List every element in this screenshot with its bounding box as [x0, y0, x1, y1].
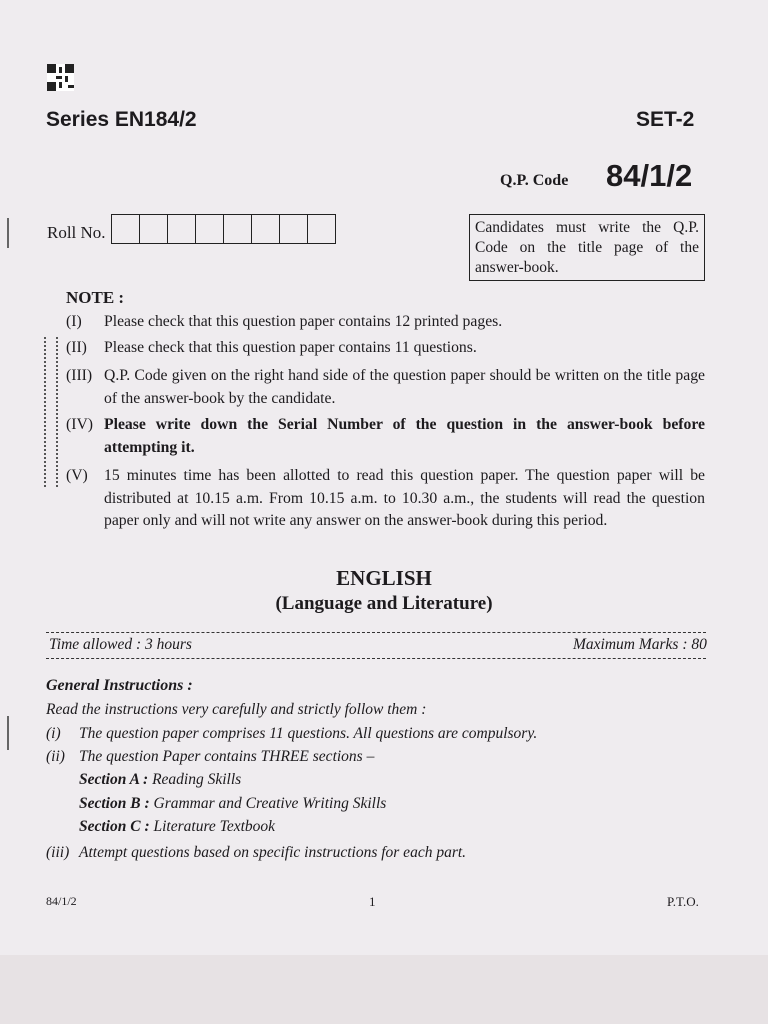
section-item	[79, 795, 386, 813]
instruction-number: (i)	[46, 725, 61, 742]
section-label: Section C :	[79, 818, 150, 835]
subject-title: ENGLISH	[336, 566, 432, 590]
note-item-number: (V)	[66, 467, 88, 484]
perforation-marks	[44, 337, 58, 487]
divider	[46, 632, 706, 633]
section-label: Section B :	[79, 795, 150, 812]
instruction-text: Attempt questions based on specific instructions for each part.	[79, 844, 467, 861]
instruction-item	[46, 844, 466, 862]
roll-number-box[interactable]	[223, 214, 252, 244]
page-edge-strip	[0, 955, 768, 1024]
candidates-notice-box: Candidates must write the Q.P. Code on the title page of the answer-book.	[469, 214, 705, 281]
instruction-number: (iii)	[46, 844, 70, 861]
note-item-number: (II)	[66, 339, 87, 356]
note-item-text: Q.P. Code given on the right hand side of the question paper should be written on the title page of the answer-book by the candidate.	[104, 367, 705, 407]
note-item	[66, 311, 705, 334]
instruction-item	[46, 725, 537, 743]
note-item	[66, 465, 705, 533]
section-item	[79, 771, 241, 789]
please-turn-over: P.T.O.	[667, 894, 699, 909]
instruction-text: The question paper comprises 11 questions. All questions are compulsory.	[79, 725, 538, 742]
divider	[46, 658, 706, 659]
qr-code-icon	[47, 64, 74, 91]
note-item	[66, 337, 705, 360]
note-item-number: (IV)	[66, 416, 94, 433]
page-number: 1	[369, 894, 376, 909]
series-code: Series EN184/2	[46, 108, 197, 131]
note-item	[66, 365, 705, 410]
section-name: Reading Skills	[152, 771, 242, 788]
scan-mark	[7, 218, 9, 248]
section-name: Grammar and Creative Writing Skills	[153, 795, 387, 812]
roll-number-box[interactable]	[279, 214, 308, 244]
roll-number-box[interactable]	[307, 214, 336, 244]
set-number: SET-2	[636, 108, 695, 131]
instruction-item	[46, 748, 374, 766]
roll-number-label: Roll No.	[47, 223, 106, 242]
instruction-text: The question Paper contains THREE sections –	[79, 748, 375, 765]
roll-number-boxes[interactable]	[112, 214, 336, 244]
roll-number-box[interactable]	[111, 214, 140, 244]
note-item-text: Please write down the Serial Number of the question in the answer-book before attempting it.	[104, 416, 705, 456]
section-name: Literature Textbook	[153, 818, 276, 835]
roll-number-box[interactable]	[167, 214, 196, 244]
instruction-number: (ii)	[46, 748, 65, 765]
time-allowed: Time allowed : 3 hours	[49, 636, 192, 653]
general-instructions-title: General Instructions :	[46, 677, 193, 694]
scan-mark	[7, 716, 9, 750]
subject-subtitle: (Language and Literature)	[275, 593, 493, 614]
roll-number-box[interactable]	[139, 214, 168, 244]
note-item	[66, 414, 705, 459]
note-title: NOTE :	[66, 288, 125, 307]
roll-number-box[interactable]	[195, 214, 224, 244]
section-item	[79, 818, 275, 836]
footer-qp-code: 84/1/2	[46, 894, 77, 908]
note-item-text: Please check that this question paper contains 11 questions.	[104, 339, 477, 356]
note-item-number: (III)	[66, 367, 93, 384]
roll-number-box[interactable]	[251, 214, 280, 244]
instructions-intro: Read the instructions very carefully and strictly follow them :	[46, 701, 427, 718]
qp-code-label: Q.P. Code	[500, 172, 569, 189]
maximum-marks: Maximum Marks : 80	[573, 636, 707, 653]
note-item-text: Please check that this question paper contains 12 printed pages.	[104, 313, 503, 330]
note-item-text: 15 minutes time has been allotted to read this question paper. The question paper will be distributed at 10.15 a.m. From 10.15 a.m. to 10.30 a.m., the students will read the question paper only and will not write any answer on the answer-book during this period.	[104, 467, 705, 530]
qp-code-value: 84/1/2	[606, 158, 693, 193]
note-item-number: (I)	[66, 313, 82, 330]
section-label: Section A :	[79, 771, 149, 788]
